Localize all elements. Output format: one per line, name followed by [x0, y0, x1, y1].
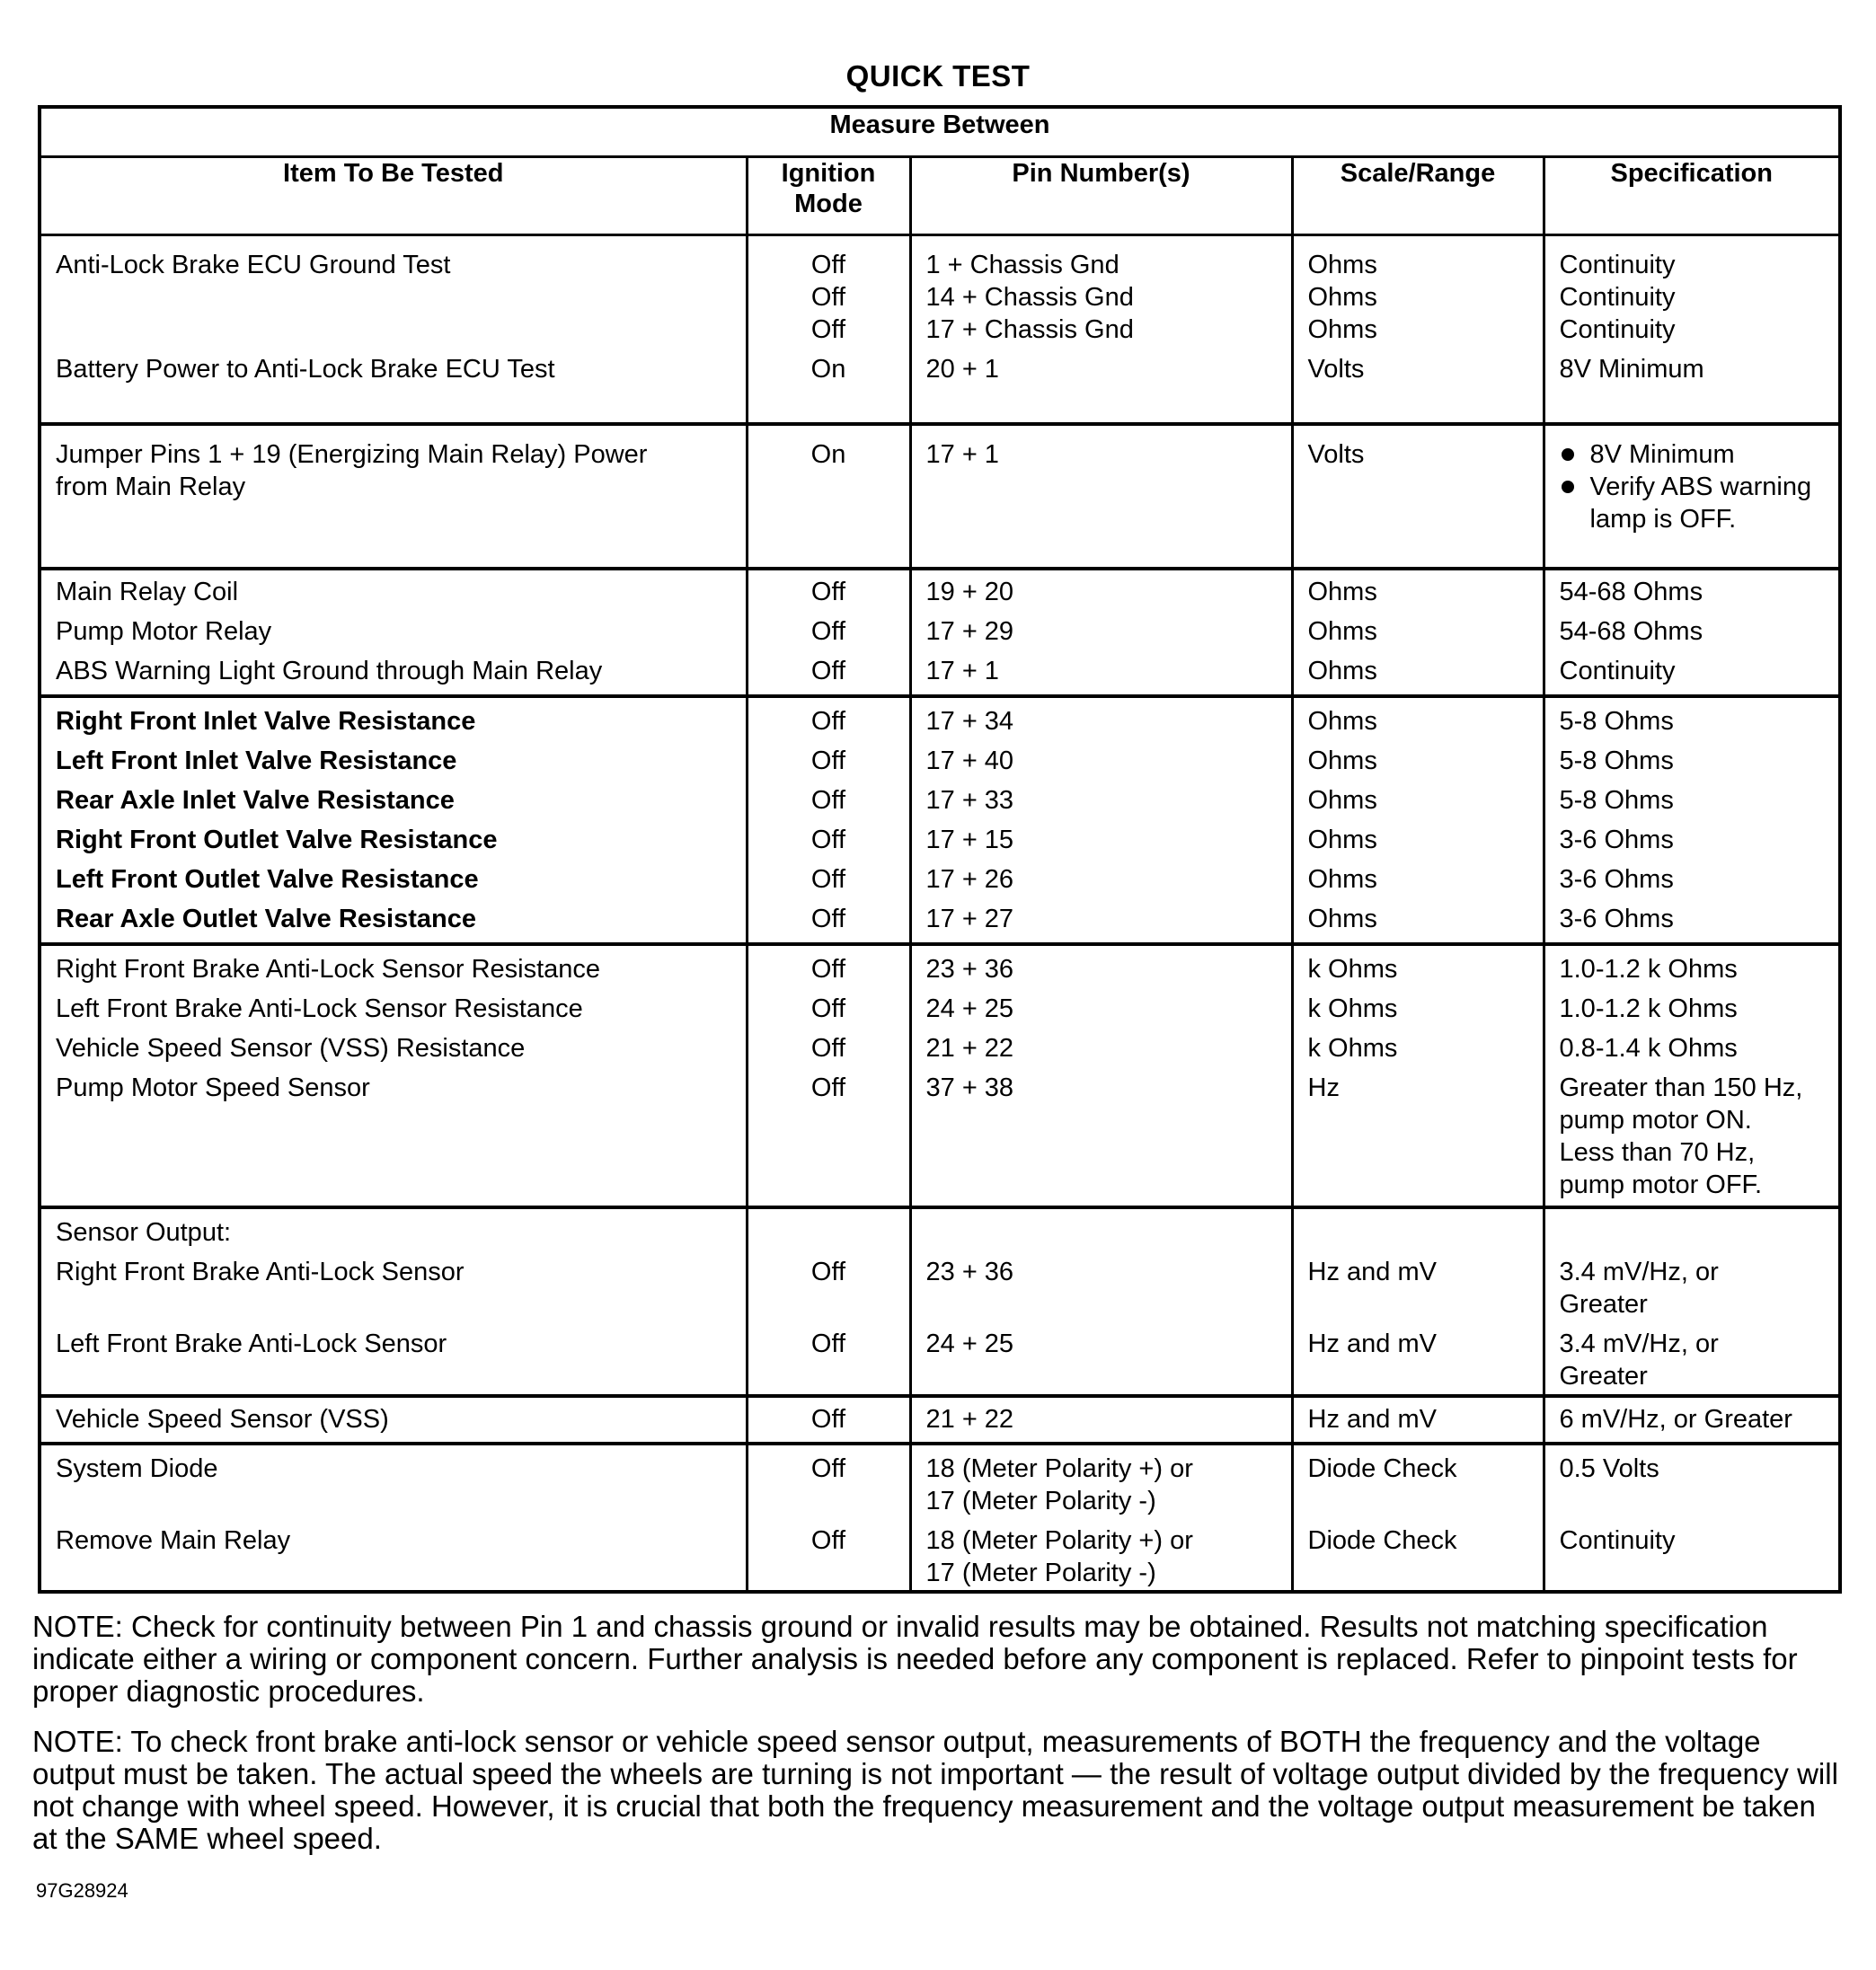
spec-cell: Greater than 150 Hz,: [1559, 1073, 1803, 1102]
spec-cell: 3.4 mV/Hz, or: [1559, 1329, 1719, 1358]
column-header-item: Item To Be Tested: [40, 157, 747, 235]
scale-cell: Hz and mV: [1307, 1257, 1437, 1286]
spec-cell: 5-8 Ohms: [1559, 706, 1674, 736]
table-row-group: [40, 696, 1840, 944]
spec-cell: 54-68 Ohms: [1559, 616, 1703, 646]
scale-cell: Ohms: [1307, 706, 1377, 736]
item-cell: Remove Main Relay: [56, 1525, 291, 1555]
mode-cell: On: [810, 439, 846, 469]
mode-cell: Off: [810, 1329, 846, 1358]
mode-cell: Off: [810, 706, 846, 736]
item-cell: Anti-Lock Brake ECU Ground Test: [56, 251, 451, 279]
mode-cell: Off: [810, 315, 846, 344]
table-row-group: [40, 424, 1840, 569]
pins-cell: 23 + 36: [925, 954, 1014, 984]
item-cell: Main Relay Coil: [56, 577, 239, 606]
measure-between-header: Measure Between: [40, 107, 1840, 157]
table-row-group: [40, 944, 1840, 1207]
column-header-ignition-mode: [747, 157, 910, 235]
mode-cell: Off: [810, 616, 846, 646]
scale-cell: k Ohms: [1307, 954, 1398, 984]
item-cell: Vehicle Speed Sensor (VSS): [56, 1404, 389, 1434]
pins-cell: 17 + 33: [925, 785, 1014, 815]
spec-cell: 5-8 Ohms: [1559, 746, 1674, 775]
table-row-group: [40, 1444, 1840, 1592]
pins-cell: 21 + 22: [925, 1404, 1014, 1434]
spec-cell: pump motor OFF.: [1559, 1170, 1763, 1199]
pins-cell: 20 + 1: [925, 355, 999, 384]
spec-cell: Continuity: [1559, 656, 1676, 685]
spec-bullet: Verify ABS warning lamp is OFF.: [1560, 471, 1821, 535]
spec-cell: Continuity: [1559, 315, 1676, 344]
pins-cell: 17 + 1: [925, 439, 999, 469]
scale-cell: Ohms: [1307, 656, 1377, 685]
table-row-group: [40, 569, 1840, 696]
table-row-group: [40, 1396, 1840, 1444]
column-header-pin-numbers: Pin Number(s): [910, 157, 1292, 235]
figure-code: 97G28924: [36, 1879, 128, 1902]
pins-cell: 17 + 15: [925, 825, 1014, 854]
item-cell: Right Front Outlet Valve Resistance: [56, 825, 498, 854]
note-paragraph: NOTE: To check front brake anti-lock sensor or vehicle speed sensor output, measurements of BOTH the frequency and the voltage output must be taken. The actual speed the wheels are turning is not important — the result of voltage output divided by the frequency will not change with wheel speed. However, it is crucial that both the frequency measurement and the voltage output measurement be taken at the SAME wheel speed.: [32, 1725, 1838, 1855]
item-cell: Vehicle Speed Sensor (VSS) Resistance: [56, 1033, 526, 1063]
item-cell: Left Front Inlet Valve Resistance: [56, 746, 457, 775]
spec-cell: Continuity: [1559, 251, 1676, 279]
spec-cell: 3-6 Ohms: [1559, 904, 1674, 933]
item-cell: Pump Motor Relay: [56, 616, 272, 646]
spec-cell: 3-6 Ohms: [1559, 825, 1674, 854]
scale-cell: Ohms: [1307, 315, 1377, 344]
scale-cell: Ohms: [1307, 904, 1377, 933]
spec-cell: 0.5 Volts: [1559, 1453, 1659, 1483]
scale-cell: Ohms: [1307, 864, 1377, 894]
mode-cell: Off: [810, 1404, 846, 1434]
scale-cell: Ohms: [1307, 746, 1377, 775]
scale-cell: Ohms: [1307, 251, 1377, 279]
item-cell: Right Front Inlet Valve Resistance: [56, 706, 476, 736]
table-row-group: [40, 235, 1840, 424]
pins-cell: 17 + Chassis Gnd: [925, 315, 1134, 344]
pins-cell: 17 + 27: [925, 904, 1014, 933]
mode-cell: Off: [810, 904, 846, 933]
pins-cell: 17 + 40: [925, 746, 1014, 775]
quick-test-table: [38, 105, 1842, 1594]
mode-cell: Off: [810, 994, 846, 1023]
mode-cell: Off: [810, 656, 846, 685]
pins-cell: 17 + 29: [925, 616, 1014, 646]
spec-cell: Greater: [1559, 1361, 1648, 1391]
mode-cell: Off: [810, 251, 846, 279]
spec-cell: pump motor ON.: [1559, 1105, 1752, 1135]
column-header-ignition-mode-line1: Ignition: [781, 159, 876, 188]
spec-cell: Less than 70 Hz,: [1559, 1137, 1756, 1167]
item-cell: Left Front Outlet Valve Resistance: [56, 864, 479, 894]
mode-cell: Off: [810, 785, 846, 815]
mode-cell: Off: [810, 577, 846, 606]
item-cell: ABS Warning Light Ground through Main Relay: [56, 656, 603, 685]
spec-cell: Continuity: [1559, 283, 1676, 312]
pins-cell: 17 (Meter Polarity -): [925, 1558, 1156, 1587]
scale-cell: Ohms: [1307, 577, 1377, 606]
pins-cell: 19 + 20: [925, 577, 1014, 606]
pins-cell: 18 (Meter Polarity +) or: [925, 1453, 1193, 1483]
spec-cell: Continuity: [1559, 1525, 1676, 1555]
pins-cell: 24 + 25: [925, 994, 1014, 1023]
spec-cell: 3.4 mV/Hz, or: [1559, 1257, 1719, 1286]
scale-cell: Ohms: [1307, 825, 1377, 854]
pins-cell: 23 + 36: [925, 1257, 1014, 1286]
pins-cell: 37 + 38: [925, 1073, 1014, 1102]
scale-cell: Hz: [1307, 1073, 1340, 1102]
scale-cell: k Ohms: [1307, 994, 1398, 1023]
spec-cell: Greater: [1559, 1289, 1648, 1319]
mode-cell: Off: [810, 864, 846, 894]
spec-cell: 54-68 Ohms: [1559, 577, 1703, 606]
item-cell: Jumper Pins 1 + 19 (Energizing Main Relay) Power: [56, 439, 648, 469]
mode-cell: On: [810, 355, 846, 384]
pins-cell: 17 + 1: [925, 656, 999, 685]
item-cell: Rear Axle Inlet Valve Resistance: [56, 785, 455, 815]
spec-cell: 6 mV/Hz, or Greater: [1559, 1404, 1792, 1434]
item-cell: Left Front Brake Anti-Lock Sensor: [56, 1329, 447, 1358]
column-header-specification: Specification: [1544, 157, 1840, 235]
mode-cell: Off: [810, 1033, 846, 1063]
item-cell: Left Front Brake Anti-Lock Sensor Resistance: [56, 994, 583, 1023]
scale-cell: Volts: [1307, 439, 1365, 469]
scale-cell: Ohms: [1307, 785, 1377, 815]
mode-cell: Off: [810, 1073, 846, 1102]
scale-cell: Diode Check: [1307, 1525, 1457, 1555]
item-cell: Rear Axle Outlet Valve Resistance: [56, 904, 476, 933]
note-paragraph: NOTE: Check for continuity between Pin 1 and chassis ground or invalid results may be obtained. Results not matching specification indicate either a wiring or component concern. Further analysis is needed before any component is replaced. Refer to pinpoint tests for proper diagnostic procedures.: [32, 1610, 1798, 1708]
mode-cell: Off: [810, 283, 846, 312]
item-cell: from Main Relay: [56, 472, 246, 501]
pins-cell: 17 + 26: [925, 864, 1014, 894]
mode-cell: Off: [810, 1257, 846, 1286]
spec-cell: 1.0-1.2 k Ohms: [1559, 994, 1738, 1023]
pins-cell: 21 + 22: [925, 1033, 1014, 1063]
table-row-group: [40, 1207, 1840, 1396]
pins-cell: 14 + Chassis Gnd: [925, 283, 1134, 312]
spec-bullet: 8V Minimum: [1560, 438, 1821, 471]
pins-cell: 17 (Meter Polarity -): [925, 1486, 1156, 1515]
spec-cell: 3-6 Ohms: [1559, 864, 1674, 894]
spec-cell: 1.0-1.2 k Ohms: [1559, 954, 1738, 984]
page-title: QUICK TEST: [845, 59, 1031, 93]
mode-cell: Off: [810, 954, 846, 984]
spec-cell: 5-8 Ohms: [1559, 785, 1674, 815]
mode-cell: Off: [810, 746, 846, 775]
pins-cell: 1 + Chassis Gnd: [925, 251, 1119, 279]
item-cell: Battery Power to Anti-Lock Brake ECU Test: [56, 355, 555, 384]
scale-cell: k Ohms: [1307, 1033, 1398, 1063]
notes-section: [32, 1611, 1847, 1873]
item-cell: System Diode: [56, 1453, 218, 1483]
mode-cell: Off: [810, 1453, 846, 1483]
spec-cell: 0.8-1.4 k Ohms: [1559, 1033, 1738, 1063]
scale-cell: Diode Check: [1307, 1453, 1457, 1483]
column-header-scale-range: Scale/Range: [1292, 157, 1544, 235]
scale-cell: Hz and mV: [1307, 1329, 1437, 1358]
pins-cell: 17 + 34: [925, 706, 1014, 736]
column-header-ignition-mode-line2: Mode: [794, 190, 863, 218]
spec-cell: 8V Minimum: [1559, 355, 1704, 384]
scale-cell: Volts: [1307, 355, 1365, 384]
scale-cell: Hz and mV: [1307, 1404, 1437, 1434]
pins-cell: 24 + 25: [925, 1329, 1014, 1358]
mode-cell: Off: [810, 1525, 846, 1555]
mode-cell: Off: [810, 825, 846, 854]
item-cell: Pump Motor Speed Sensor: [56, 1073, 370, 1102]
item-cell: Right Front Brake Anti-Lock Sensor: [56, 1257, 465, 1286]
item-cell: Right Front Brake Anti-Lock Sensor Resistance: [56, 954, 601, 984]
scale-cell: Ohms: [1307, 616, 1377, 646]
scale-cell: Ohms: [1307, 283, 1377, 312]
group-heading: Sensor Output:: [56, 1217, 232, 1247]
pins-cell: 18 (Meter Polarity +) or: [925, 1525, 1193, 1555]
